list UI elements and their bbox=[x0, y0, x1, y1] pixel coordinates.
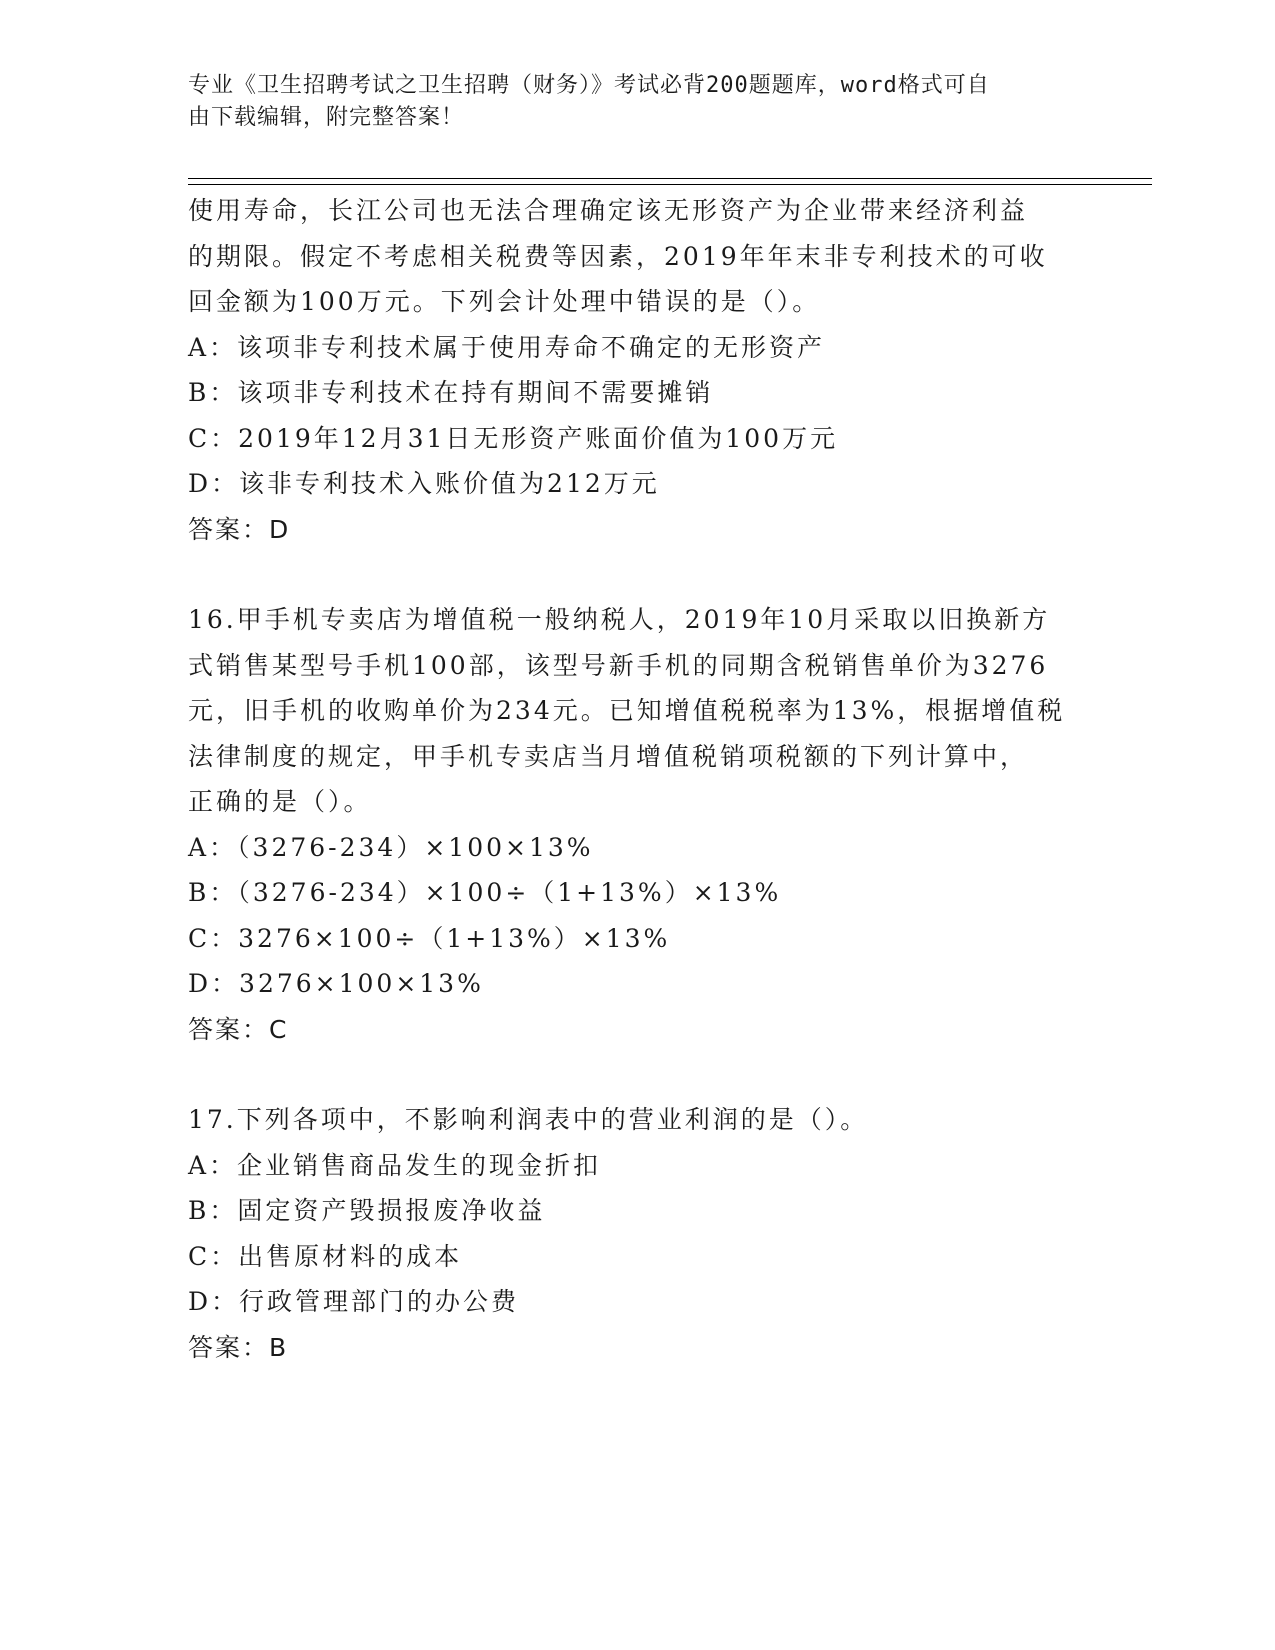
spacer bbox=[188, 1052, 1088, 1097]
spacer bbox=[188, 552, 1088, 597]
question-text-line: 式销售某型号手机100部，该型号新手机的同期含税销售单价为3276 bbox=[188, 650, 1049, 680]
option-d: D：行政管理部门的办公费 bbox=[188, 1287, 520, 1316]
question-text-line: 元，旧手机的收购单价为234元。已知增值税税率为13%，根据增值税 bbox=[188, 696, 1066, 725]
document-body bbox=[188, 188, 1088, 1370]
question-text-line: 17.下列各项中，不影响利润表中的营业利润的是（）。 bbox=[188, 1105, 869, 1134]
option-c: C：2019年12月31日无形资产账面价值为100万元 bbox=[188, 423, 839, 453]
option-b: B：固定资产毁损报废净收益 bbox=[188, 1196, 546, 1225]
answer-line: 答案：D bbox=[188, 514, 291, 544]
option-d: D：3276×100×13% bbox=[188, 969, 484, 998]
question-text-line: 回金额为100万元。下列会计处理中错误的是（）。 bbox=[188, 287, 821, 316]
option-d: D：该非专利技术入账价值为212万元 bbox=[188, 469, 660, 498]
question-text-line: 使用寿命，长江公司也无法合理确定该无形资产为企业带来经济利益 bbox=[188, 196, 1029, 225]
answer-line: 答案：C bbox=[188, 1014, 289, 1044]
option-a: A：（3276-234）×100×13% bbox=[188, 832, 594, 862]
question-text-line: 法律制度的规定，甲手机专卖店当月增值税销项税额的下列计算中， bbox=[188, 741, 1029, 771]
option-c: C：3276×100÷（1+13%）×13% bbox=[188, 923, 671, 953]
option-a: A：企业销售商品发生的现金折扣 bbox=[188, 1150, 602, 1180]
option-b: B：该项非专利技术在持有期间不需要摊销 bbox=[188, 378, 714, 407]
header-divider-bottom bbox=[188, 184, 1152, 185]
document-header bbox=[188, 70, 1068, 134]
option-a: A：该项非专利技术属于使用寿命不确定的无形资产 bbox=[188, 332, 826, 362]
answer-line: 答案：B bbox=[188, 1332, 289, 1362]
header-divider-top bbox=[188, 178, 1152, 179]
question-15-continued bbox=[188, 188, 1088, 552]
option-b: B：（3276-234）×100÷（1+13%）×13% bbox=[188, 878, 782, 907]
question-text-line: 的期限。假定不考虑相关税费等因素，2019年年末非专利技术的可收 bbox=[188, 241, 1048, 271]
question-16 bbox=[188, 597, 1088, 1052]
option-c: C：出售原材料的成本 bbox=[188, 1241, 463, 1271]
question-text-line: 正确的是（）。 bbox=[188, 787, 372, 816]
header-title-line-2: 由下载编辑，附完整答案！ bbox=[188, 105, 465, 130]
header-title-line-1: 专业《卫生招聘考试之卫生招聘（财务）》考试必背200题题库，word格式可自 bbox=[188, 73, 990, 98]
question-17 bbox=[188, 1097, 1088, 1370]
question-text-line: 16.甲手机专卖店为增值税一般纳税人，2019年10月采取以旧换新方 bbox=[188, 605, 1051, 634]
